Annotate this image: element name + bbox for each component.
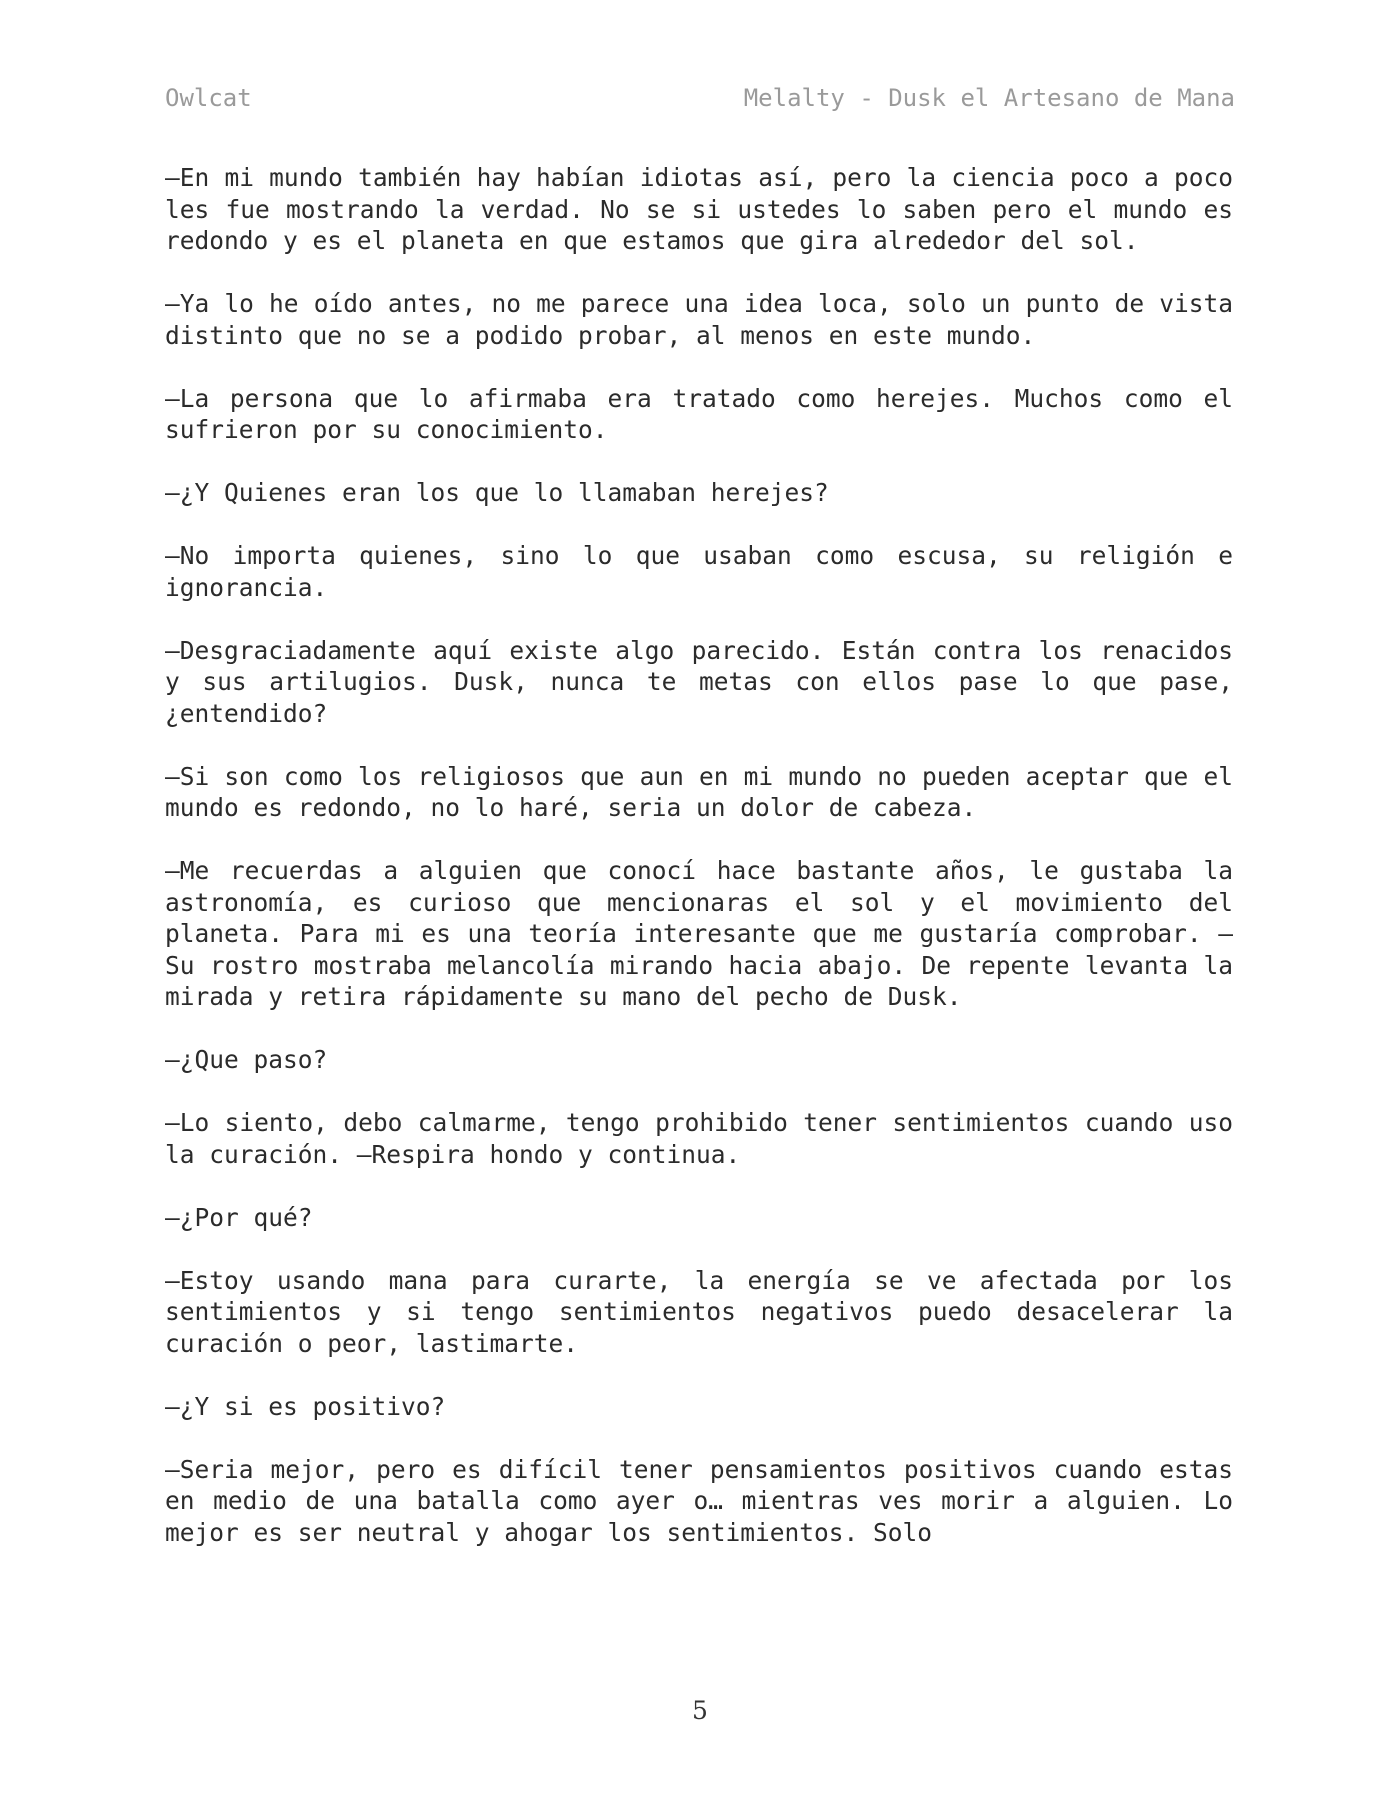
- paragraph: —¿Y si es positivo?: [165, 1391, 446, 1421]
- header-title: Melalty - Dusk el Artesano de Mana: [743, 84, 1235, 112]
- paragraph: —Me recuerdas a alguien que conocí hace bastante años, le gustaba la astronomía, es curioso que mencionaras el sol y el movimiento del planeta. Para mi es una teoría interesante que me gustaría comprobar. —Su rostro mostraba melancolía mirando hacia abajo. De repente levanta la mirada y retira rápidamente su mano del pecho de Dusk.: [165, 856, 1233, 1011]
- page-number: 5: [692, 1696, 708, 1725]
- paragraph: —¿Por qué?: [165, 1202, 313, 1232]
- paragraph: —¿Que paso?: [165, 1045, 328, 1074]
- header-author: Owlcat: [165, 84, 252, 112]
- paragraph: —En mi mundo también hay habían idiotas así, pero la ciencia poco a poco les fue mostrando la verdad. No se si ustedes lo saben pero el mundo es redondo y es el planeta en que estamos que gira alrededor del sol.: [165, 163, 1233, 255]
- paragraph: —La persona que lo afirmaba era tratado como herejes. Muchos como el sufrieron por su conocimiento.: [165, 383, 1233, 444]
- paragraph: —Ya lo he oído antes, no me parece una idea loca, solo un punto de vista distinto que no se a podido probar, al menos en este mundo.: [165, 289, 1233, 350]
- body-text: [165, 162, 1233, 1580]
- paragraph: —No importa quienes, sino lo que usaban como escusa, su religión e ignorancia.: [165, 541, 1233, 602]
- paragraph: —Desgraciadamente aquí existe algo parecido. Están contra los renacidos y sus artilugios. Dusk, nunca te metas con ellos pase lo que pase, ¿entendido?: [165, 635, 1233, 728]
- paragraph: —Lo siento, debo calmarme, tengo prohibido tener sentimientos cuando uso la curación. —Respira hondo y continua.: [165, 1108, 1233, 1169]
- paragraph: —¿Y Quienes eran los que lo llamaban herejes?: [165, 478, 829, 507]
- paragraph: —Estoy usando mana para curarte, la energía se ve afectada por los sentimientos y si tengo sentimientos negativos puedo desacelerar la curación o peor, lastimarte.: [165, 1265, 1233, 1358]
- paragraph: —Si son como los religiosos que aun en mi mundo no pueden aceptar que el mundo es redondo, no lo haré, seria un dolor de cabeza.: [165, 761, 1233, 822]
- paragraph: —Seria mejor, pero es difícil tener pensamientos positivos cuando estas en medio de una batalla como ayer o… mientras ves morir a alguien. Lo mejor es ser neutral y ahogar los sentimientos. Solo: [165, 1454, 1233, 1547]
